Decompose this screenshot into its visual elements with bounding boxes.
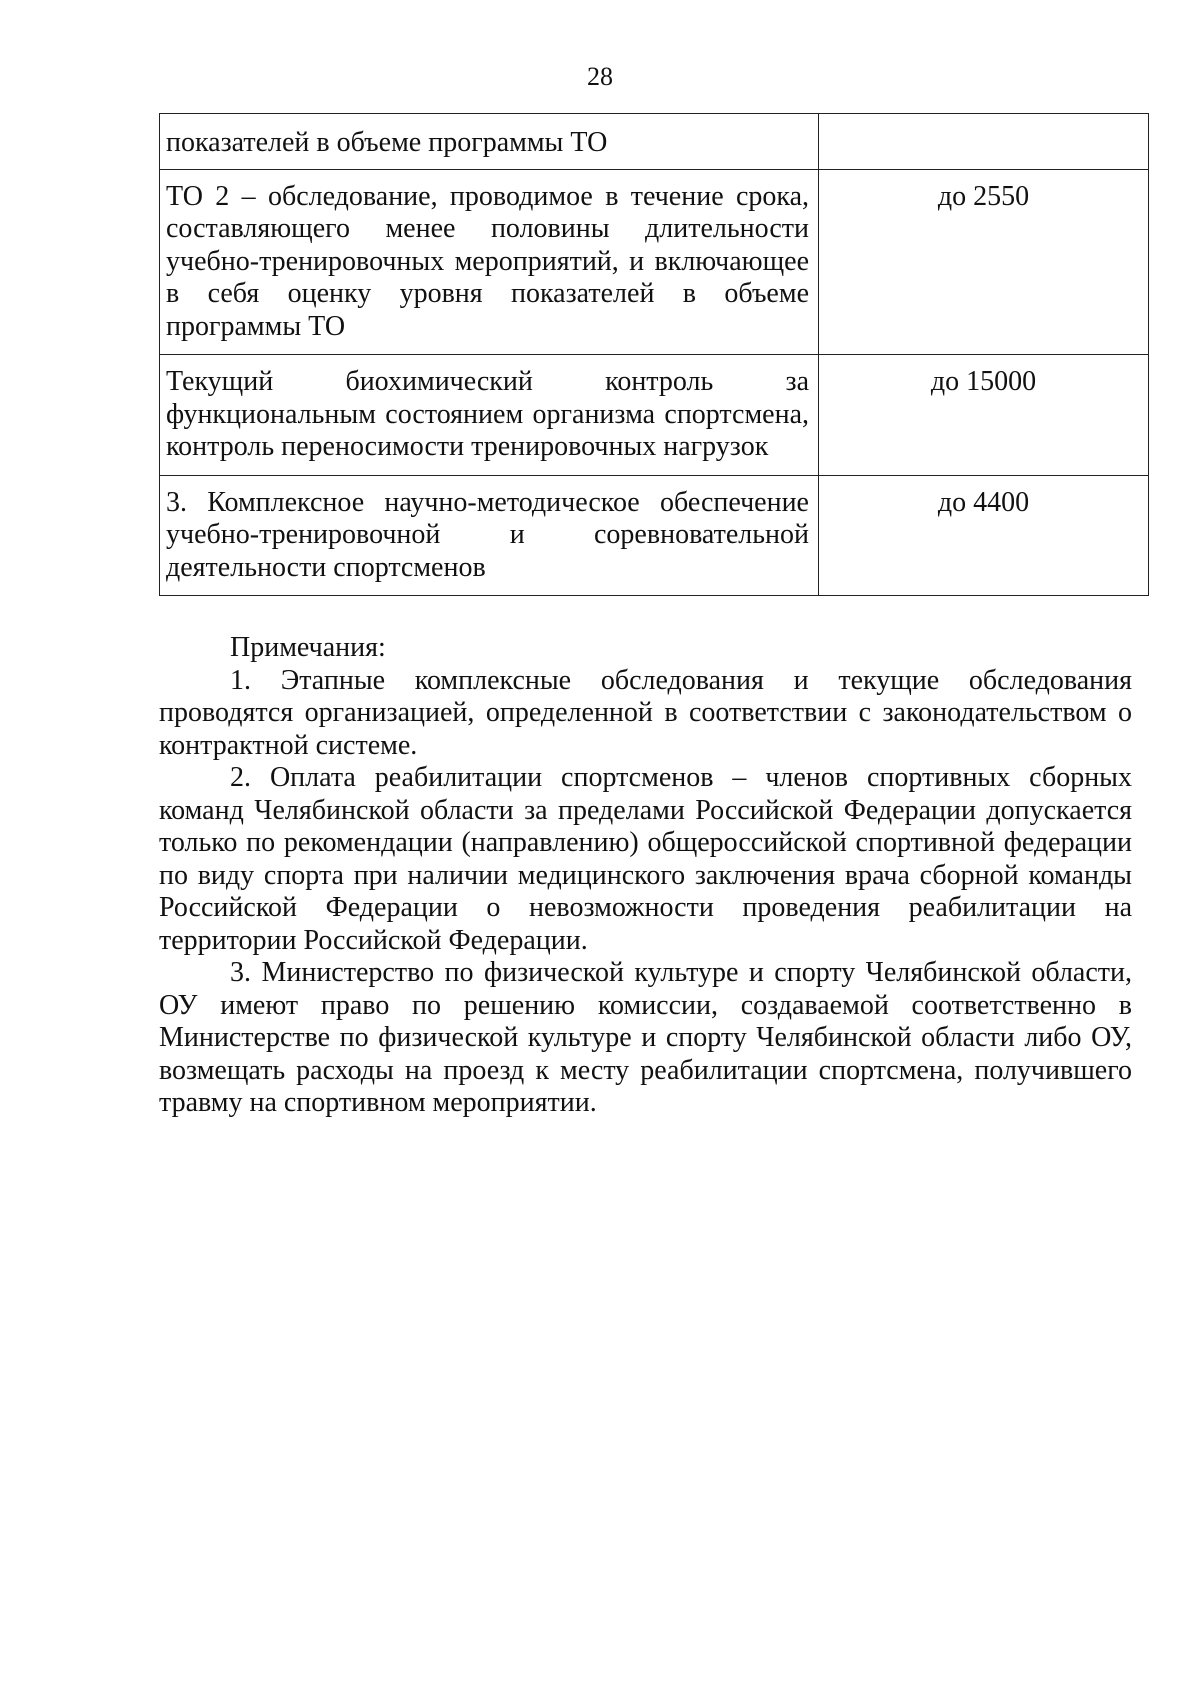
- notes-section: [159, 632, 1132, 1120]
- note-paragraph: 3. Министерство по физической культуре и спорту Челябинской области, ОУ имеют право по решению комиссии, создаваемой соответственно в Министерстве по физической культуре и спорту Челябинской области либо ОУ, возмещать расходы на проезд к месту реабилитации спортсмена, получившего травму на спортивном мероприятии.: [159, 957, 1132, 1118]
- table-row: [160, 475, 1149, 596]
- table-row: [160, 355, 1149, 476]
- table-cell-price: до 15000: [819, 355, 1149, 476]
- table-row: [160, 114, 1149, 170]
- table-cell-price: до 4400: [819, 475, 1149, 596]
- table-row: [160, 169, 1149, 355]
- note-paragraph: 1. Этапные комплексные обследования и текущие обследования проводятся организацией, определенной в соответствии с законодательством о контрактной системе.: [159, 664, 1132, 761]
- table-cell-price: до 2550: [819, 169, 1149, 355]
- fees-table: [159, 113, 1149, 596]
- table-cell-description: ТО 2 – обследование, проводимое в течение срока, составляющего менее половины длительности учебно-тренировочных мероприятий, и включающее в себя оценку уровня показателей в объеме программы ТО: [160, 169, 819, 355]
- table-cell-description: Текущий биохимический контроль за функциональным состоянием организма спортсмена, контроль переносимости тренировочных нагрузок: [160, 355, 819, 476]
- table-cell-description: показателей в объеме программы ТО: [160, 114, 819, 170]
- note-paragraph: 2. Оплата реабилитации спортсменов – членов спортивных сборных команд Челябинской области за пределами Российской Федерации допускается только по рекомендации (направлению) общероссийской спортивной федерации по виду спорта при наличии медицинского заключения врача сборной команды Российской Федерации о невозможности проведения реабилитации на территории Российской Федерации.: [159, 762, 1132, 956]
- page-number: 28: [587, 62, 613, 91]
- notes-title: Примечания:: [230, 632, 386, 663]
- table-cell-description: 3. Комплексное научно-методическое обеспечение учебно-тренировочной и соревновательной деятельности спортсменов: [160, 475, 819, 596]
- table-cell-price: [819, 114, 1149, 170]
